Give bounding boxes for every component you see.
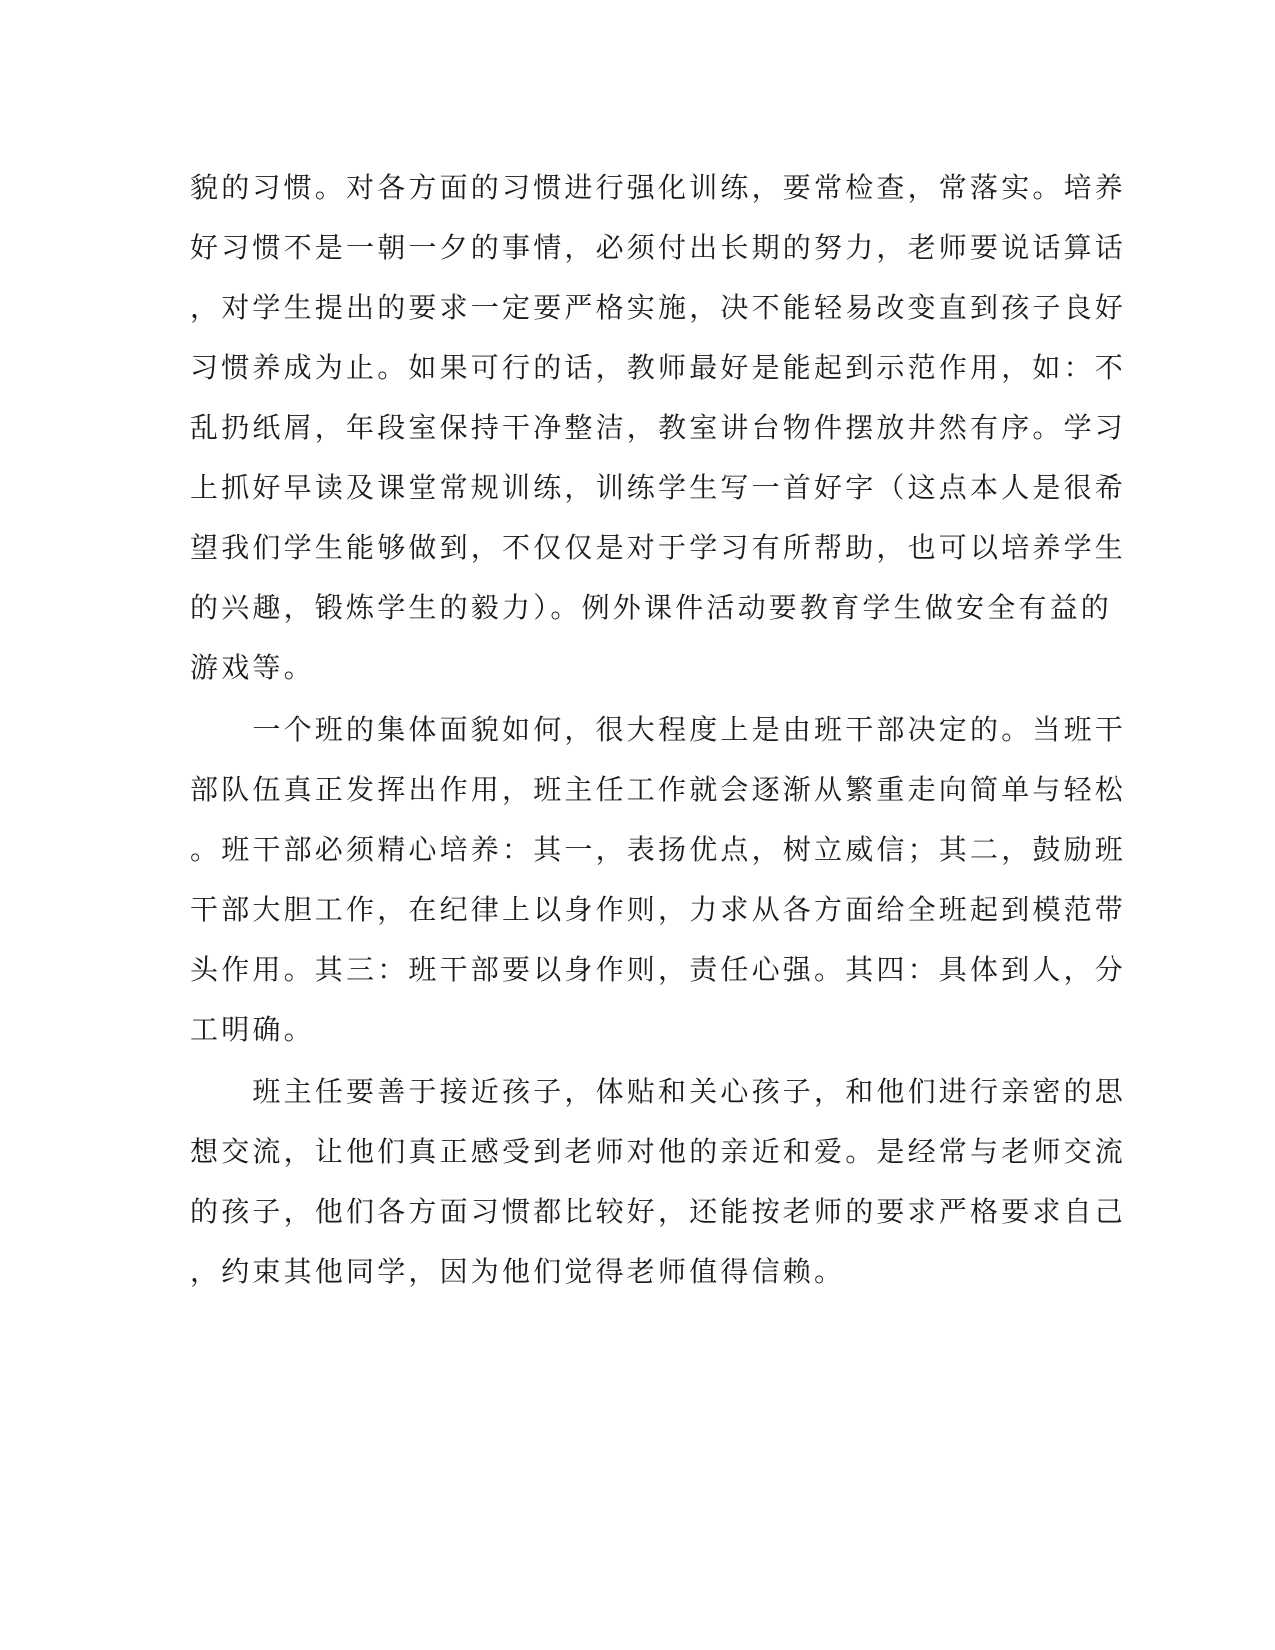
text-line: 干部大胆工作，在纪律上以身作则，力求从各方面给全班起到模范带 [190, 893, 1127, 926]
text-line: 貌的习惯。对各方面的习惯进行强化训练，要常检查，常落实。培养 [190, 171, 1127, 204]
text-line: 一个班的集体面貌如何，很大程度上是由班干部决定的。当班干 [190, 713, 1127, 746]
text-line: 的孩子，他们各方面习惯都比较好，还能按老师的要求严格要求自己 [190, 1195, 1127, 1228]
paragraph-2 [190, 700, 1127, 1060]
text-line: 游戏等。 [190, 651, 315, 684]
text-line: 的兴趣，锻炼学生的毅力）。例外课件活动要教育学生做安全有益的 [190, 591, 1113, 624]
text-line: 头作用。其三：班干部要以身作则，责任心强。其四：具体到人，分 [190, 953, 1127, 986]
text-line: ，约束其他同学，因为他们觉得老师值得信赖。 [190, 1255, 846, 1288]
text-line: ，对学生提出的要求一定要严格实施，决不能轻易改变直到孩子良好 [190, 291, 1127, 324]
paragraph-1 [190, 158, 1127, 698]
text-line: 好习惯不是一朝一夕的事情，必须付出长期的努力，老师要说话算话 [190, 231, 1127, 264]
text-line: 班主任要善于接近孩子，体贴和关心孩子，和他们进行亲密的思 [190, 1075, 1127, 1108]
text-line: 望我们学生能够做到，不仅仅是对于学习有所帮助，也可以培养学生 [190, 531, 1127, 564]
text-line: 上抓好早读及课堂常规训练，训练学生写一首好字（这点本人是很希 [190, 471, 1127, 504]
text-line: 想交流，让他们真正感受到老师对他的亲近和爱。是经常与老师交流 [190, 1135, 1127, 1168]
text-line: 乱扔纸屑，年段室保持干净整洁，教室讲台物件摆放井然有序。学习 [190, 411, 1127, 444]
text-line: 习惯养成为止。如果可行的话，教师最好是能起到示范作用，如：不 [190, 351, 1127, 384]
text-line: 工明确。 [190, 1013, 315, 1046]
paragraph-3 [190, 1062, 1127, 1302]
text-line: 。班干部必须精心培养：其一，表扬优点，树立威信；其二，鼓励班 [190, 833, 1127, 866]
body-text [190, 158, 1127, 1302]
text-line: 部队伍真正发挥出作用，班主任工作就会逐渐从繁重走向简单与轻松 [190, 773, 1127, 806]
